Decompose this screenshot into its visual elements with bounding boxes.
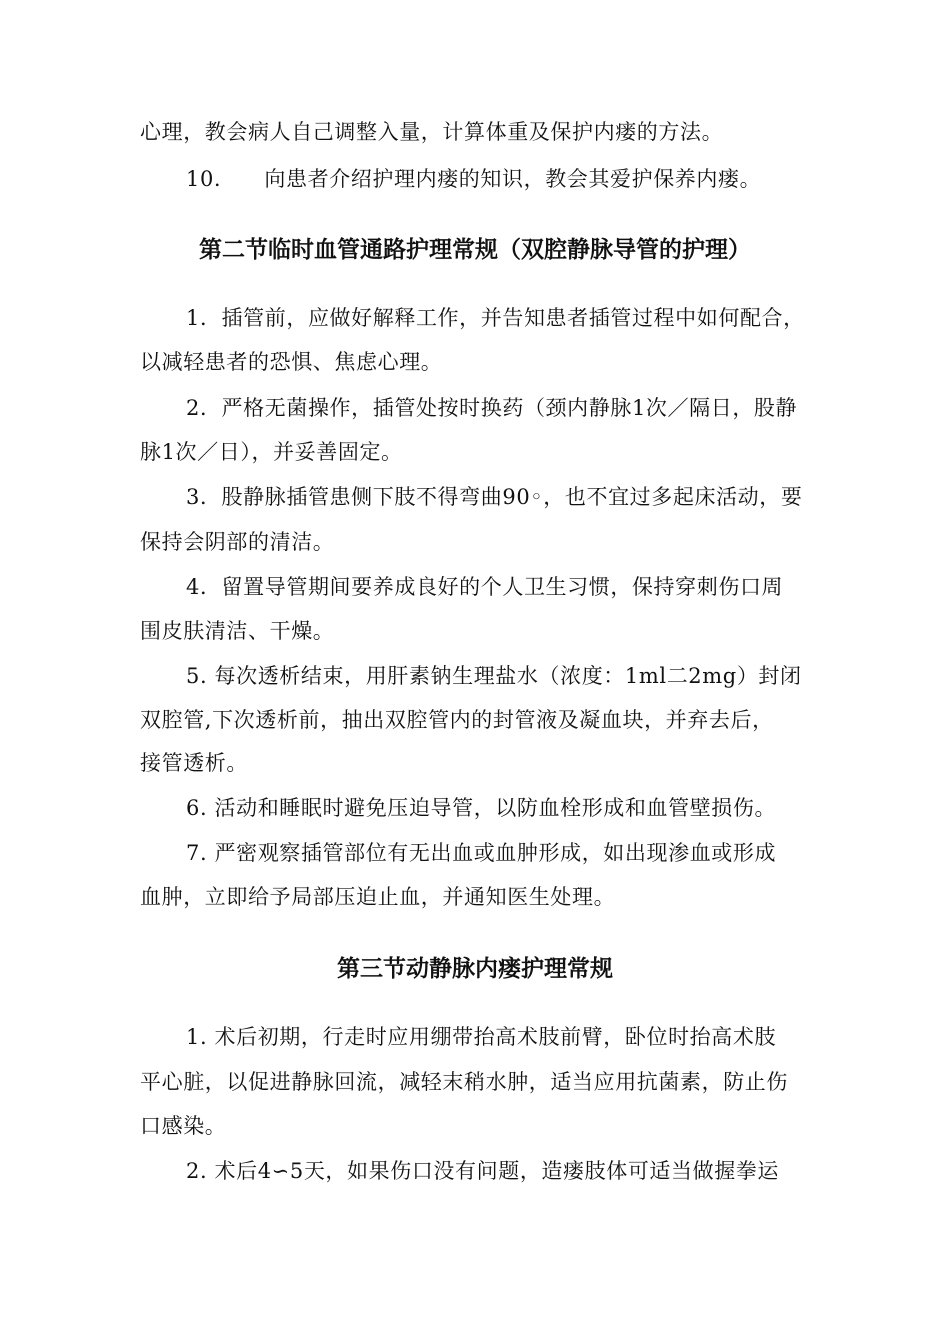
list-item-5-line-1: 5. 每次透析结束，用肝素钠生理盐水（浓度：1ml二2mg）封闭: [186, 664, 802, 688]
list-item-1-line-2: 平心脏，以促进静脉回流，减轻末稍水肿，适当应用抗菌素，防止伤: [140, 1070, 788, 1094]
list-item-5-line-2: 双腔管,下次透析前，抽出双腔管内的封管液及凝血块，并弃去后，: [140, 708, 774, 732]
list-item-1-line-1: 1．插管前，应做好解释工作，并告知患者插管过程中如何配合，: [186, 306, 805, 330]
list-item-2-line-2: 脉1次／日），并妥善固定。: [140, 440, 403, 464]
list-item-6-line-1: 6. 活动和睡眠时避免压迫导管，以防血栓形成和血管壁损伤。: [186, 796, 777, 820]
list-item-1-line-1: 1. 术后初期，行走时应用绷带抬高术肢前臂，卧位时抬高术肢: [186, 1025, 777, 1049]
paragraph-line: 心理，教会病人自己调整入量，计算体重及保护内瘘的方法。: [140, 120, 724, 144]
list-item-4-line-1: 4．留置导管期间要养成良好的个人卫生习惯，保持穿刺伤口周: [186, 575, 784, 599]
list-item-2-line-1: 2．严格无菌操作，插管处按时换药（颈内静脉1次／隔日，股静: [186, 396, 798, 420]
section-3-heading: 第三节动静脉内瘘护理常规: [337, 956, 613, 982]
list-item-7-line-1: 7. 严密观察插管部位有无出血或血肿形成，如出现渗血或形成: [186, 841, 777, 865]
list-item-2-line-1: 2. 术后4∽5天，如果伤口没有问题，造瘘肢体可适当做握拳运: [186, 1159, 780, 1183]
list-item-5-line-3: 接管透析。: [140, 751, 248, 775]
list-item-4-line-2: 围皮肤清洁、干燥。: [140, 619, 335, 643]
list-item-1-line-2: 以减轻患者的恐惧、焦虑心理。: [140, 350, 443, 374]
section-2-heading: 第二节临时血管通路护理常规（双腔静脉导管的护理）: [199, 237, 751, 263]
list-item-3-line-1: 3．股静脉插管患侧下肢不得弯曲90◦，也不宜过多起床活动，要: [186, 485, 803, 509]
list-item-10: 10. 向患者介绍护理内瘘的知识，教会其爱护保养内瘘。: [186, 167, 762, 191]
list-item-1-line-3: 口感染。: [140, 1114, 227, 1138]
list-item-3-line-2: 保持会阴部的清洁。: [140, 530, 335, 554]
list-item-7-line-2: 血肿，立即给予局部压迫止血，并通知医生处理。: [140, 885, 616, 909]
